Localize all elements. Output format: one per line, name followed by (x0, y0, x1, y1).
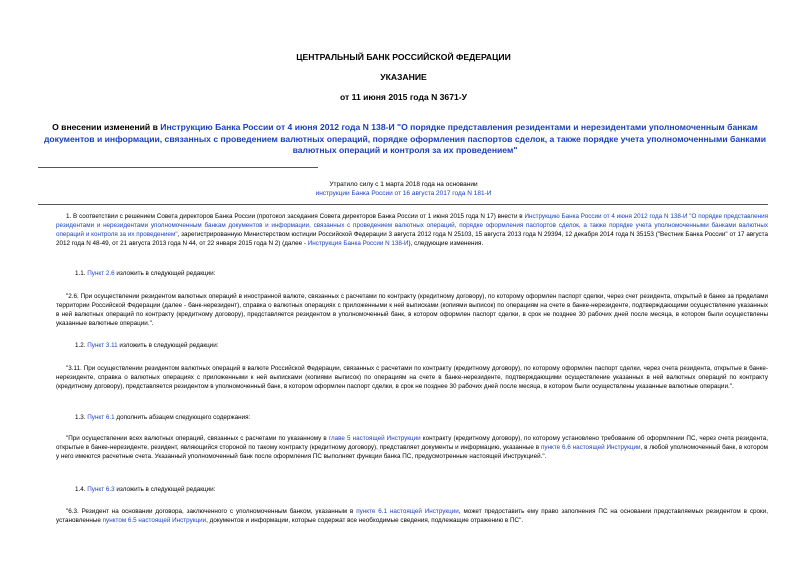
bank-name: ЦЕНТРАЛЬНЫЙ БАНК РОССИЙСКОЙ ФЕДЕРАЦИИ (296, 52, 511, 62)
chapter-5-link[interactable]: главе 5 настоящей Инструкции (328, 435, 421, 442)
status-note-text: Утратило силу с 1 марта 2018 года на основании (329, 181, 478, 188)
section-1-2-text: изложить в следующей редакции: (117, 342, 219, 349)
quote-3-11: "3.11. При осуществлении резидентом валютных операций в валюте Российской Федерации, связанных с расчетами по контракту (кредитному договору), по которому оформлен паспорт сделки, через счета резидента, открытые в банке-нерезиденте, справка о валютных операциях с приложенными к ней выписками (копиями выписок) по операциям на счете в банке-нерезиденте, подтверждающими осуществление указанных в ней валютных операций по контракту (кредитному договору), представляется резидентом в уполномоченный банк, в котором оформлен паспорт сделки, в срок не позднее 30 рабочих дней после месяца, в котором были осуществлены указанные валютные операции.". (56, 365, 768, 390)
quote-6-1-text-a: "При осуществлении всех валютных операций, связанных с расчетами по указанному в (66, 435, 329, 442)
paragraph-1-text-b: , зарегистрированную Министерством юстиции Российской Федерации 3 августа 2012 года N 25103, 15 августа 2013 года N 29394, 12 декабря 2014 года N 35153 ("Вестник Банка России" от 17 августа 2012 года N 48-49, от 21 августа 2013 года N 44, от 22 января 2015 года N 2) (далее - (56, 231, 768, 247)
quote-6-3-text-c: , документов и информации, которые содержат все необходимые сведения, подлежащие отражению в ПС". (206, 517, 524, 524)
item-6-1-link[interactable]: Пункт 6.1 (87, 414, 115, 421)
quote-2-6: "2.6. При осуществлении резидентом валютных операций в иностранной валюте, связанных с расчетами по контракту (кредитному договору), по которому оформлен паспорт сделки, через счет резидента, открытый в банке за пределами территории Российской Федерации (далее - банк-нерезидент), справка о валютных операциях с приложенными к ней выписками (копиями выписок) по операциям на счете в банке-нерезиденте, подтверждающими осуществление указанных в ней валютных операций по контракту (кредитному договору), представляется резидентом в уполномоченный банк, в котором оформлен паспорт сделки, в срок не позднее 30 рабочих дней после месяца, в котором были осуществлены указанные валютные операции.". (56, 293, 768, 327)
section-1-4 (75, 485, 215, 494)
item-2-6-link[interactable]: Пункт 2.6 (87, 270, 115, 277)
section-1-4-number: 1.4. (75, 486, 88, 493)
quote-6-1 (56, 434, 768, 461)
quote-6-3 (56, 507, 768, 525)
section-1-1-number: 1.1. (75, 270, 88, 277)
quote-6-1-text-b: контракту (кредитному договору), по которому установлено требование об оформлении ПС, через счета резидента, открытые в банке-нерезиденте, резидент, являющийся стороной по такому контракту (кредитному договору), представляет документы и информацию, указанные в (56, 435, 768, 451)
item-6-1-ref-link[interactable]: пункте 6.1 настоящей Инструкции (356, 508, 459, 515)
section-1-3-number: 1.3. (75, 414, 88, 421)
paragraph-1-text-a: 1. В соответствии с решением Совета директоров Банка России (протокол заседания Совета директоров Банка России от 1 июня 2015 года N 17) внести в (66, 213, 525, 220)
document-date: от 11 июня 2015 года N 3671-У (340, 92, 467, 102)
section-1-3-text: дополнить абзацем следующего содержания: (114, 414, 251, 421)
section-1-4-text: изложить в следующей редакции: (114, 486, 216, 493)
section-1-1 (75, 269, 215, 278)
paragraph-1-text-c: ), следующие изменения. (408, 240, 484, 247)
section-1-2-number: 1.2. (75, 342, 88, 349)
title-prefix: О внесении изменений в (52, 122, 161, 132)
quote-6-3-text-a: "6.3. Резидент на основании договора, заключенного с уполномоченным банком, указанным в (66, 508, 357, 515)
document-title (30, 122, 780, 157)
instruction-138i-short-link[interactable]: Инструкция Банка России N 138-И (307, 240, 409, 247)
paragraph-1 (56, 212, 768, 248)
section-1-1-text: изложить в следующей редакции: (114, 270, 216, 277)
quote-6-3-text-b: , может предоставить ему право заполнения ПС на основании представляемых резидентом в сроки, установленные (56, 508, 768, 524)
section-1-3 (75, 413, 250, 422)
status-note-link[interactable]: инструкции Банка России от 16 августа 2017 года N 181-И (315, 190, 492, 197)
separator-long (38, 204, 768, 205)
item-3-11-link[interactable]: Пункт 3.11 (87, 342, 118, 349)
item-6-5-link[interactable]: пунктом 6.5 настоящей Инструкции (102, 517, 207, 524)
item-6-6-link[interactable]: пункте 6.6 настоящей Инструкции (540, 444, 641, 451)
quote-6-1-text-c: , в любой уполномоченный банк, в котором у него имеются расчетные счета. Указанный уполномоченный банк после оформления ПС выполняет функции банка ПС, предусмотренные настоящей Инструкцией.". (56, 444, 768, 460)
separator-short (38, 167, 318, 168)
status-note (0, 180, 807, 198)
instruction-138i-link[interactable]: Инструкцию Банка России от 4 июня 2012 года N 138-И "О порядке представления резидентами и нерезидентами уполномоченным банкам документов и информации, связанных с проведением валютных операций, порядке оформления паспортов сделок, а также порядке учета уполномоченными банками валютных операций и контроля за их проведением" (56, 213, 768, 238)
title-instruction-link[interactable]: Инструкцию Банка России от 4 июня 2012 года N 138-И "О порядке представления резидентами и нерезидентами уполномоченным банкам документов и информации, связанных с проведением валютных операций, порядке оформления паспортов сделок, а также порядке учета уполномоченными банками валютных операций и контроля за их проведением" (43, 122, 767, 155)
item-6-3-link[interactable]: Пункт 6.3 (87, 486, 115, 493)
section-1-2 (75, 341, 218, 350)
document-type: УКАЗАНИЕ (380, 72, 427, 82)
